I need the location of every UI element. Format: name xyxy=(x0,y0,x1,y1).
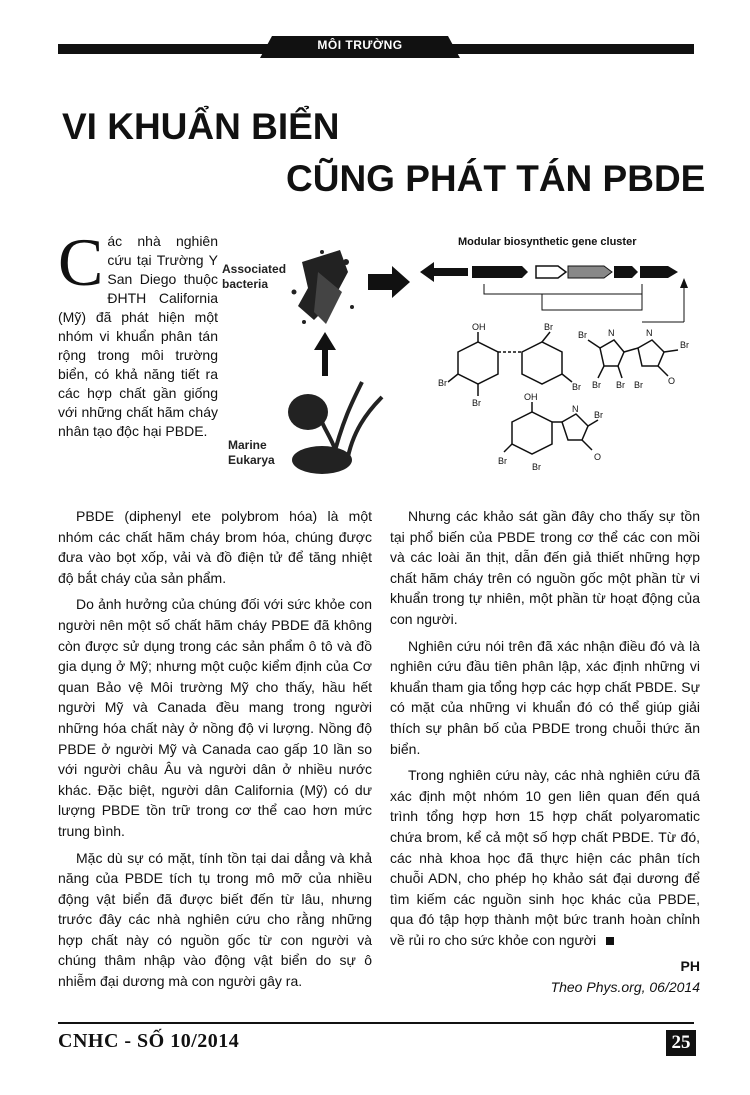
svg-text:OH: OH xyxy=(524,392,538,402)
svg-text:Br: Br xyxy=(472,398,481,408)
page-number: 25 xyxy=(666,1030,696,1056)
pbde-structure xyxy=(448,332,572,396)
footer-rule xyxy=(58,1022,694,1024)
final-paragraph-text: Trong nghiên cứu này, các nhà nghiên cứu đã xác định một nhóm 10 gen liên quan đến quá trình tổng hợp hơn 15 hợp chất polyaromatic chứa brom, kể cả một số hợp chất PBDE. Từ đó, các nhà khoa học đã thực hiện các phân tích chuỗi ADN, cho phép họ khảo sát đại dương để tìm kiếm các nguồn sinh học khác của PBDE, qua đó tập hợp thành một bức tranh hoàn chỉnh về rủi ro cho sức khỏe con người xyxy=(390,767,700,948)
intro-text: ác nhà nghiên cứu tại Trường Y San Diego thuộc ĐHTH California (Mỹ) đã phát hiện một nhóm vi khuẩn phân tán rộng trong môi trường biển, có khả năng tiết ra các hợp chất gần giống với những chất hãm cháy nhân tạo độc hại PBDE. xyxy=(58,233,218,439)
svg-text:Br: Br xyxy=(594,410,603,420)
source-credit: Theo Phys.org, 06/2014 xyxy=(550,979,700,996)
label-eukarya: Marine Eukarya xyxy=(228,438,275,467)
structure-atom-labels xyxy=(438,322,689,472)
phenylpyrrole-structure xyxy=(504,402,598,454)
bacteria-image xyxy=(292,250,355,324)
section-label: MÔI TRƯỜNG xyxy=(317,38,403,52)
body-paragraph xyxy=(390,765,700,950)
svg-text:Br: Br xyxy=(572,382,581,392)
drop-cap: C xyxy=(58,224,104,300)
svg-text:Br: Br xyxy=(578,330,587,340)
svg-text:Br: Br xyxy=(438,378,447,388)
body-paragraph: Nhưng các khảo sát gần đây cho thấy sự tồn tại phổ biến của PBDE trong cơ thể các con mồi và các loài ăn thịt, dẫn đến giả thiết những hợp chất hãm cháy trên có nguồn gốc một phần từ vi khuẩn trong tự nhiên, một phần từ hoạt động của con người. xyxy=(390,508,700,627)
illustration-figure xyxy=(222,232,700,498)
svg-text:Br: Br xyxy=(616,380,625,390)
author-initials: PH xyxy=(680,958,700,975)
article-title-line-1: VI KHUẨN BIỂN xyxy=(62,106,340,147)
svg-text:Br: Br xyxy=(634,380,643,390)
figure-graphics xyxy=(222,232,700,498)
svg-text:N: N xyxy=(608,328,615,338)
right-arrow-icon xyxy=(368,266,410,298)
intro-paragraph xyxy=(58,224,218,441)
svg-text:Br: Br xyxy=(498,456,507,466)
bipyrrole-structure xyxy=(588,340,678,378)
up-arrow-icon xyxy=(314,332,336,376)
gene-cluster-arrows xyxy=(420,262,688,322)
gene-cluster-title: Modular biosynthetic gene cluster xyxy=(458,236,637,248)
svg-text:Br: Br xyxy=(592,380,601,390)
body-paragraph: Do ảnh hưởng của chúng đối với sức khỏe con người nên một số chất hãm cháy PBDE đã không còn được sử dụng trong các sản phẩm ô tô và đồ gia dụng ở Mỹ; nhưng một cuộc kiểm định của Cơ quan Bảo vệ Môi trường Mỹ cho thấy, hầu hết người Mỹ và Canada đều mang trong người những hóa chất này ở nồng độ vi lượng. Nồng độ PBDE ở người Mỹ và Canada cao gấp 10 lần so với người châu Âu và người dân ở nhiều nước khác. Đặc biệt, người dân California (Mỹ) có dư lượng PBDE tồn trữ trong cơ thể cao hơn mức trung bình. xyxy=(58,596,372,839)
svg-text:O: O xyxy=(594,452,602,462)
body-paragraph: Mặc dù sự có mặt, tính tồn tại dai dẳng và khả năng của PBDE tích tụ trong mô mỡ của nhiều động vật biển đã được biết đến từ lâu, nhưng trước đây các nhà nghiên cứu cho rằng những hợp chất này có nguồn gốc từ con người và chúng thâm nhập vào động vật biển do sự ô nhiễm đại dương mà con người gây ra. xyxy=(58,849,372,990)
svg-text:Br: Br xyxy=(680,340,689,350)
label-bacteria: Associated bacteria xyxy=(222,262,287,291)
svg-text:N: N xyxy=(572,404,579,414)
svg-text:Br: Br xyxy=(544,322,553,332)
svg-text:OH: OH xyxy=(472,322,486,332)
magazine-issue: CNHC - SỐ 10/2014 xyxy=(58,1030,240,1052)
eukarya-image xyxy=(288,382,382,474)
right-column xyxy=(390,506,700,998)
left-column xyxy=(58,506,372,998)
body-paragraph: PBDE (diphenyl ete polybrom hóa) là một nhóm các chất hãm cháy brom hóa, chúng được đưa vào bọt xốp, vải và đồ điện tử để tăng nhiệt độ bắt cháy của sản phẩm. xyxy=(58,508,372,586)
body-paragraph: Nghiên cứu nói trên đã xác nhận điều đó và là nghiên cứu đầu tiên phân lập, xác định những vi khuẩn tham gia tổng hợp các hợp chất PBDE. Sự có mặt của những vi khuẩn đó có thể giúp giải thích sự phân bố của PBDE trong chuỗi thức ăn biển. xyxy=(390,637,700,757)
article-title-line-2: CŨNG PHÁT TÁN PBDE xyxy=(286,158,706,199)
end-mark-icon xyxy=(606,937,614,945)
svg-text:O: O xyxy=(668,376,676,386)
svg-text:N: N xyxy=(646,328,653,338)
svg-text:Br: Br xyxy=(532,462,541,472)
